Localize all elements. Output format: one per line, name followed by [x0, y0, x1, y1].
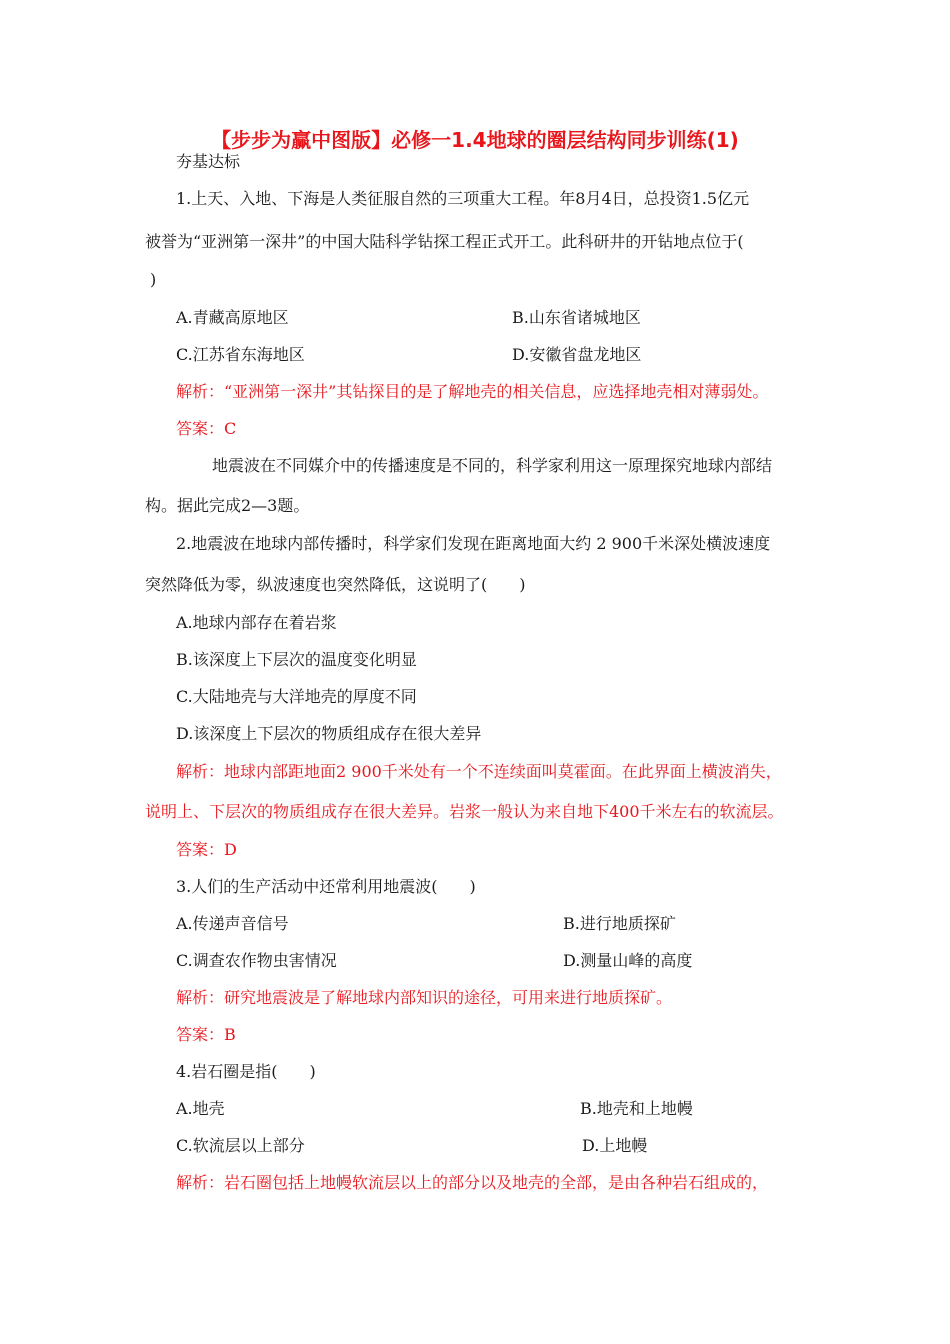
q3-option-c: C.调查农作物虫害情况 [176, 951, 337, 970]
q4-option-b: B.地壳和上地幔 [580, 1099, 693, 1118]
q2-analysis-line1: 解析：地球内部距地面2 900千米处有一个不连续面叫莫霍面。在此界面上横波消失， [176, 762, 782, 781]
q2-stem-line1: 2.地震波在地球内部传播时，科学家们发现在距离地面大约 2 900千米深处横波速度 [176, 534, 771, 553]
q4-analysis: 解析：岩石圈包括上地幔软流层以上的部分以及地壳的全部，是由各种岩石组成的， [176, 1173, 769, 1192]
section-heading: 夯基达标 [176, 152, 241, 171]
intro-line1: 地震波在不同媒介中的传播速度是不同的，科学家利用这一原理探究地球内部结 [212, 456, 773, 475]
q2-option-d: D.该深度上下层次的物质组成存在很大差异 [176, 724, 482, 743]
q4-option-a: A.地壳 [176, 1099, 225, 1118]
q2-option-a: A.地球内部存在着岩浆 [176, 613, 337, 632]
q2-stem-line2: 突然降低为零，纵波速度也突然降低，这说明了( ) [145, 575, 526, 594]
q2-option-c: C.大陆地壳与大洋地壳的厚度不同 [176, 687, 417, 706]
q1-answer: 答案：C [176, 419, 237, 438]
q1-analysis: 解析：“亚洲第一深井”其钻探目的是了解地壳的相关信息，应选择地壳相对薄弱处。 [176, 382, 769, 401]
q4-option-d: D.上地幔 [582, 1136, 648, 1155]
q3-option-a: A.传递声音信号 [176, 914, 289, 933]
q1-stem-line3: ) [150, 270, 157, 289]
q4-stem: 4.岩石圈是指( ) [176, 1062, 316, 1081]
q2-analysis-line2: 说明上、下层次的物质组成存在很大差异。岩浆一般认为来自地下400千米左右的软流层。 [145, 802, 784, 821]
q1-option-b: B.山东省诸城地区 [512, 308, 641, 327]
q3-option-b: B.进行地质探矿 [563, 914, 676, 933]
page-title: 【步步为赢中图版】必修一1.4地球的圈层结构同步训练(1) [211, 128, 739, 152]
q1-option-a: A.青藏高原地区 [176, 308, 289, 327]
q3-stem: 3.人们的生产活动中还常利用地震波( ) [176, 877, 476, 896]
q1-option-c: C.江苏省东海地区 [176, 345, 305, 364]
intro-line2: 构。据此完成2—3题。 [145, 496, 310, 515]
q1-stem-line1: 1.上天、入地、下海是人类征服自然的三项重大工程。年8月4日，总投资1.5亿元 [176, 189, 750, 208]
q3-answer: 答案：B [176, 1025, 236, 1044]
q4-option-c: C.软流层以上部分 [176, 1136, 305, 1155]
q3-analysis: 解析：研究地震波是了解地球内部知识的途径，可用来进行地质探矿。 [176, 988, 673, 1007]
q1-stem-line2: 被誉为“亚洲第一深井”的中国大陆科学钻探工程正式开工。此科研井的开钻地点位于( [145, 232, 744, 251]
q3-option-d: D.测量山峰的高度 [563, 951, 693, 970]
q2-option-b: B.该深度上下层次的温度变化明显 [176, 650, 417, 669]
q2-answer: 答案：D [176, 840, 237, 859]
q1-option-d: D.安徽省盘龙地区 [512, 345, 642, 364]
